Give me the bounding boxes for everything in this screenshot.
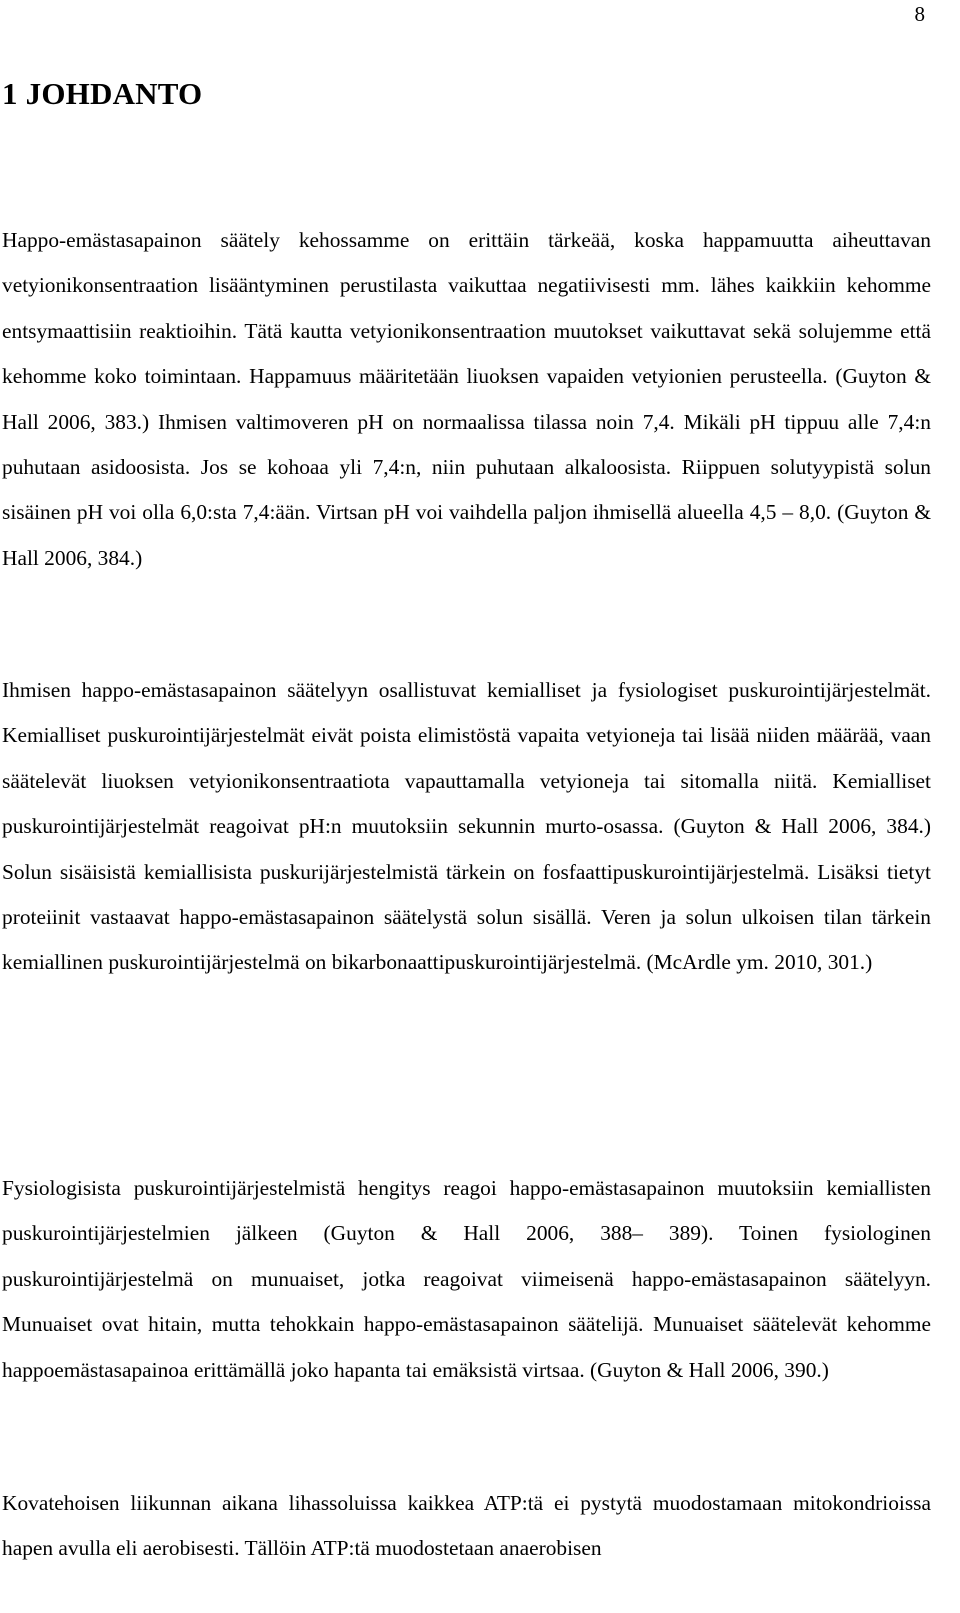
paragraph-exercise: Kovatehoisen liikunnan aikana lihassoluissa kaikkea ATP:tä ei pystytä muodostamaan mitokondrioissa hapen avulla eli aerobisesti. Tällöin ATP:tä muodostetaan anaerobisen: [2, 1491, 931, 1561]
page-number: 8: [914, 2, 925, 26]
chapter-heading: 1 JOHDANTO: [2, 76, 203, 111]
paragraph-physiological-buffers: Fysiologisista puskurointijärjestelmistä hengitys reagoi happo-emästasapainon muutoksiin kemiallisten puskurointijärjestelmien jälkeen (Guyton & Hall 2006, 388– 389). Toinen fysiologinen puskurointijärjestelmä on munuaiset, jotka reagoivat viimeisenä happo-emästasapainon säätelyyn. Munuaiset ovat hitain, mutta tehokkain happo-emästasapainon säätelijä. Munuaiset säätelevät kehomme happoemästasapainoa erittämällä joko hapanta tai emäksistä virtsaa. (Guyton & Hall 2006, 390.): [2, 1176, 931, 1382]
paragraph-intro: Happo-emästasapainon säätely kehossamme on erittäin tärkeää, koska happamuutta aiheuttavan vetyionikonsentraation lisääntyminen perustilasta vaikuttaa negatiivisesti mm. lähes kaikkiin kehomme entsymaattisiin reaktioihin. Tätä kautta vetyionikonsentraation muutokset vaikuttavat sekä solujemme että kehomme koko toimintaan. Happamuus määritetään liuoksen vapaiden vetyionien perusteella. (Guyton & Hall 2006, 383.) Ihmisen valtimoveren pH on normaalissa tilassa noin 7,4. Mikäli pH tippuu alle 7,4:n puhutaan asidoosista. Jos se kohoaa yli 7,4:n, niin puhutaan alkaloosista. Riippuen solutyypistä solun sisäinen pH voi olla 6,0:sta 7,4:ään. Virtsan pH voi vaihdella paljon ihmisellä alueella 4,5 – 8,0. (Guyton & Hall 2006, 384.): [2, 228, 931, 570]
paragraph-buffer-systems: Ihmisen happo-emästasapainon säätelyyn osallistuvat kemialliset ja fysiologiset puskurointijärjestelmät. Kemialliset puskurointijärjestelmät eivät poista elimistöstä vapaita vetyioneja tai lisää niiden määrää, vaan säätelevät liuoksen vetyionikonsentraatiota vapauttamalla vetyioneja tai sitomalla niitä. Kemialliset puskurointijärjestelmät reagoivat pH:n muutoksiin sekunnin murto-osassa. (Guyton & Hall 2006, 384.) Solun sisäisistä kemiallisista puskurijärjestelmistä tärkein on fosfaattipuskurointijärjestelmä. Lisäksi tietyt proteiinit vastaavat happo-emästasapainon säätelystä solun sisällä. Veren ja solun ulkoisen tilan tärkein kemiallinen puskurointijärjestelmä on bikarbonaattipuskurointijärjestelmä. (McArdle ym. 2010, 301.): [2, 678, 931, 975]
